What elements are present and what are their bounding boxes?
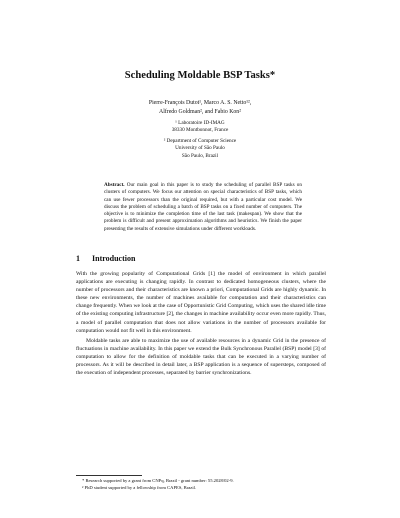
affiliation-line: ¹ Laboratoire ID-IMAG (175, 120, 225, 126)
affiliation-line: São Paulo, Brazil (181, 152, 219, 159)
author-block (0, 99, 400, 116)
affiliation-line: 38330 Montbonnot, France (171, 127, 229, 134)
abstract-text: Our main goal in this paper is to study the scheduling of parallel BSP tasks on clusters of computers. We focus our attention on special characteristics of BSP tasks, which can use fewer processors than the original required, but with a particular cost model. We discuss the problem of scheduling a batch of BSP tasks on a fixed number of computers. The objective is to minimize the completion time of the last task (makespan). We show that the problem is difficult and present approximation algorithms and heuristics. We finish the paper presenting the results of extensive simulations under different workloads. (104, 182, 302, 232)
body-text (76, 270, 326, 377)
author-line: Pierre-François Dutot¹, Marco A. S. Netto¹², (148, 100, 252, 106)
section-number: 1 (76, 254, 80, 263)
affiliation-line: University of São Paulo (175, 145, 225, 152)
abstract-label: Abstract. (104, 182, 125, 188)
paragraph: With the growing popularity of Computational Grids [1] the model of environment in which parallel applications are executing is changing rapidly. In contrast to dedicated homogeneous clusters, where the number of processors and their characteristics are known a priori, Computational Grids are highly dynamic. In these new environments, the number of machines available for computation and their characteristics can change frequently. When we look at the case of Opportunistic Grid Computing, which uses the shared idle time of the existing computing infrastructure [2], the changes in machine availability occur even more rapidly. Thus, a model of parallel computation that does not allow variations in the number of processors available for computation would not fit well in this environment. (76, 271, 326, 334)
affiliation (0, 120, 400, 135)
section-title: Introduction (92, 254, 136, 263)
affiliation-line: ² Department of Computer Science (163, 137, 237, 144)
paper-title: Scheduling Moldable BSP Tasks* (124, 70, 276, 81)
affiliation (0, 138, 400, 160)
section-heading (76, 254, 135, 263)
footnotes (76, 478, 326, 492)
footnote: ² PhD student supported by a fellowship from CAPES, Brazil. (82, 484, 197, 490)
author-line: Alfredo Goldman², and Fabio Kon² (159, 108, 241, 115)
affiliation-block (0, 120, 400, 160)
abstract (104, 182, 302, 233)
paragraph: Moldable tasks are able to maximize the use of available resources in a dynamic Grid in the presence of fluctuations in machine availability. In this paper we extend the Bulk Synchronous Parallel (BSP) model [3] of computation to allow for the definition of moldable tasks that can be executed in a varying number of processors. As it will be described in detail later, a BSP application is a sequence of supersteps, composed of the execution of independent processes, separated by barrier synchronizations. (76, 337, 326, 377)
footnote: * Research supported by a grant from CNPq, Brazil - grant number: 55.2028/02-9. (82, 478, 234, 483)
footnote-rule (76, 475, 142, 476)
